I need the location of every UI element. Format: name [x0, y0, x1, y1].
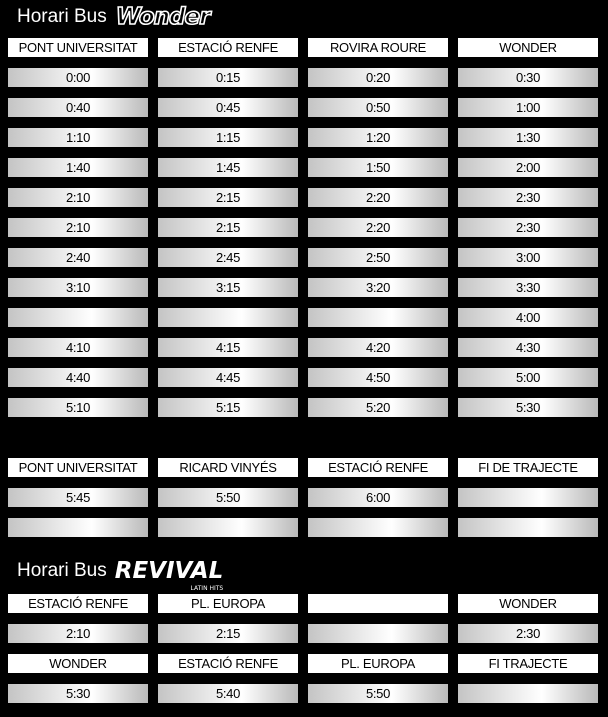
time-cell: 5:50: [308, 684, 448, 703]
wonder-schedule-title: [17, 4, 209, 30]
column-header: FI DE TRAJECTE: [458, 458, 598, 477]
time-cell: 1:30: [458, 128, 598, 147]
time-cell: 1:50: [308, 158, 448, 177]
time-cell: 2:30: [458, 218, 598, 237]
column-header: PONT UNIVERSITAT: [8, 458, 148, 477]
time-cell: 2:20: [308, 218, 448, 237]
time-cell: 3:00: [458, 248, 598, 267]
time-cell: 4:45: [158, 368, 298, 387]
time-cell: 3:20: [308, 278, 448, 297]
time-cell: 2:30: [458, 624, 598, 643]
time-cell: [308, 518, 448, 537]
time-cell: 5:30: [8, 684, 148, 703]
time-cell: 2:10: [8, 218, 148, 237]
time-cell: 5:50: [158, 488, 298, 507]
time-cell: 0:20: [308, 68, 448, 87]
column-header: ROVIRA ROURE: [308, 38, 448, 57]
time-cell: 0:45: [158, 98, 298, 117]
wonder-title-label: Horari Bus: [17, 6, 107, 27]
time-cell: 4:30: [458, 338, 598, 357]
time-cell: 4:50: [308, 368, 448, 387]
time-cell: 0:30: [458, 68, 598, 87]
time-cell: 3:10: [8, 278, 148, 297]
time-cell: 3:30: [458, 278, 598, 297]
column-header: PONT UNIVERSITAT: [8, 38, 148, 57]
time-cell: [308, 308, 448, 327]
time-cell: [308, 624, 448, 643]
time-cell: 2:15: [158, 188, 298, 207]
time-cell: 2:20: [308, 188, 448, 207]
time-cell: 5:45: [8, 488, 148, 507]
time-cell: 4:15: [158, 338, 298, 357]
time-cell: 2:00: [458, 158, 598, 177]
column-header: PL. EUROPA: [308, 654, 448, 673]
time-cell: 1:15: [158, 128, 298, 147]
column-header: WONDER: [458, 38, 598, 57]
column-header: WONDER: [8, 654, 148, 673]
time-cell: 5:30: [458, 398, 598, 417]
time-cell: 5:00: [458, 368, 598, 387]
column-header: ESTACIÓ RENFE: [158, 654, 298, 673]
time-cell: 2:30: [458, 188, 598, 207]
column-header: ESTACIÓ RENFE: [308, 458, 448, 477]
time-cell: 4:40: [8, 368, 148, 387]
time-cell: 3:15: [158, 278, 298, 297]
time-cell: [158, 308, 298, 327]
revival-logo-text: REVIVAL: [114, 558, 224, 584]
time-cell: 0:15: [158, 68, 298, 87]
time-cell: 2:10: [8, 188, 148, 207]
time-cell: 1:45: [158, 158, 298, 177]
time-cell: 6:00: [308, 488, 448, 507]
time-cell: 1:00: [458, 98, 598, 117]
revival-schedule-title: [17, 558, 224, 592]
revival-logo: [114, 558, 224, 592]
time-cell: 2:50: [308, 248, 448, 267]
column-header: WONDER: [458, 594, 598, 613]
time-cell: [458, 518, 598, 537]
time-cell: 5:15: [158, 398, 298, 417]
time-cell: 2:15: [158, 624, 298, 643]
time-cell: 4:10: [8, 338, 148, 357]
time-cell: 2:15: [158, 218, 298, 237]
time-cell: 0:40: [8, 98, 148, 117]
time-cell: 5:40: [158, 684, 298, 703]
time-cell: [458, 488, 598, 507]
column-header: ESTACIÓ RENFE: [8, 594, 148, 613]
time-cell: 1:10: [8, 128, 148, 147]
column-header: PL. EUROPA: [158, 594, 298, 613]
revival-logo-subtitle: LATIN HITS: [190, 585, 224, 592]
wonder-logo: Wonder: [115, 4, 210, 30]
time-cell: [158, 518, 298, 537]
time-cell: 5:10: [8, 398, 148, 417]
time-cell: 0:00: [8, 68, 148, 87]
column-header: FI TRAJECTE: [458, 654, 598, 673]
time-cell: [8, 518, 148, 537]
revival-title-label: Horari Bus: [17, 560, 107, 581]
time-cell: 2:45: [158, 248, 298, 267]
time-cell: 1:20: [308, 128, 448, 147]
time-cell: 2:40: [8, 248, 148, 267]
time-cell: 4:00: [458, 308, 598, 327]
time-cell: [8, 308, 148, 327]
time-cell: 4:20: [308, 338, 448, 357]
column-header: [308, 594, 448, 613]
time-cell: [458, 684, 598, 703]
time-cell: 5:20: [308, 398, 448, 417]
time-cell: 0:50: [308, 98, 448, 117]
column-header: ESTACIÓ RENFE: [158, 38, 298, 57]
column-header: RICARD VINYÉS: [158, 458, 298, 477]
time-cell: 1:40: [8, 158, 148, 177]
time-cell: 2:10: [8, 624, 148, 643]
